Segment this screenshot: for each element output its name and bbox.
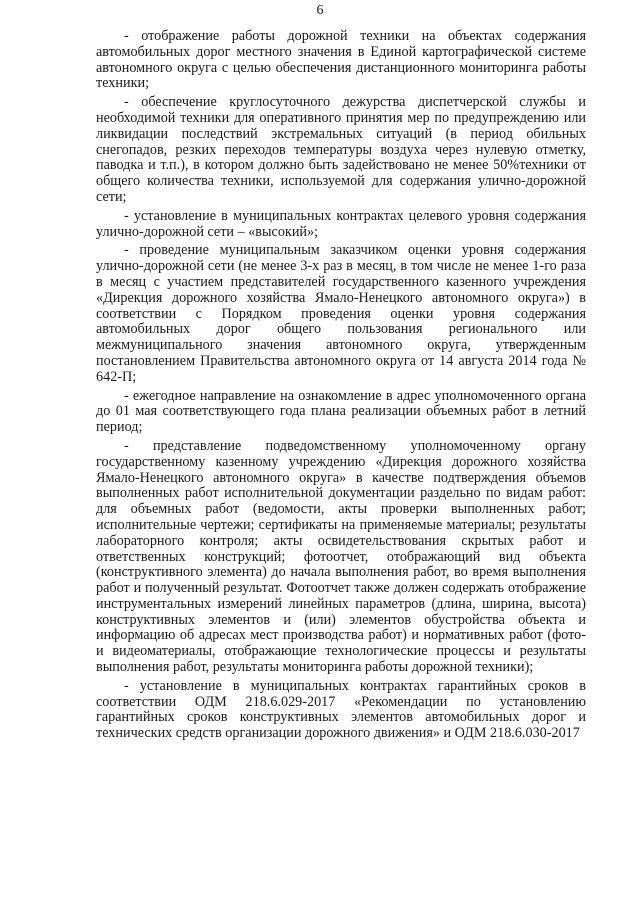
paragraph: - ежегодное направление на ознакомление в адрес уполномоченного органа до 01 мая соответствующего года плана реализации объемных работ в летний период; — [96, 387, 586, 436]
paragraph: - проведение муниципальным заказчиком оценки уровня содержания улично-дорожной сети (не менее 3-х раз в месяц, в том числе не менее 1-го раза в месяц с участием представителей государственного казенного учреждения «Дирекция дорожного хозяйства Ямало-Ненецкого автономного округа») в соответствии с Порядком проведения оценки уровня содержания автомобильных дорог общего пользования регионального или межмуниципального значения автономного округа, утвержденным постановлением Правительства автономного округа от 14 августа 2014 года № 642-П; — [96, 242, 586, 385]
paragraph: - установление в муниципальных контрактах гарантийных сроков в соответствии ОДМ 218.6.029-2017 «Рекомендации по установлению гарантийных сроков конструктивных элементов автомобильных дорог и технических средств организации дорожного движения» и ОДМ 218.6.030-2017 — [96, 677, 586, 742]
page-number: 6 — [316, 3, 324, 18]
paragraph: - представление подведомственному уполномоченному органу государственному казенному учреждению «Дирекция дорожного хозяйства Ямало-Ненецкого автономного округа» в качестве подтверждения объемов выполненных работ исполнительной документации раздельно по видам работ: для объемных работ (ведомости, акты проверки выполненных работ; исполнительные чертежи; сертификаты на применяемые материалы; результаты лабораторного контроля; акты освидетельствования скрытых работ и ответственных конструкций; фотоотчет, отображающий вид объекта (конструктивного элемента) до начала выполнения работ, во время выполнения работ и полученный результат. Фотоотчет также должен содержать отображение инструментальных измерений линейных параметров (длина, ширина, высота) конструктивных элементов и (или) элементов обустройства объекта и информацию об адресах мест производства работ) и нормативных работ (фото- и видеоматериалы, отображающие технологические процессы и результаты выполнения работ, результаты мониторинга работы дорожной техники); — [96, 437, 586, 676]
paragraph: - отображение работы дорожной техники на объектах содержания автомобильных дорог местного значения в Единой картографической системе автономного округа с целью обеспечения дистанционного мониторинга работы техники; — [96, 28, 586, 92]
paragraph: - обеспечение круглосуточного дежурства диспетчерской службы и необходимой техники для оперативного принятия мер по предупреждению или ликвидации последствий экстремальных ситуаций (в период обильных снегопадов, резких переходов температуры воздуха через нулевую отметку, паводка и т.п.), в котором должно быть задействовано не менее 50%техники от общего количества техники, используемой для содержания улично-дорожной сети; — [96, 94, 586, 205]
document-body — [96, 29, 586, 745]
paragraph: - установление в муниципальных контрактах целевого уровня содержания улично-дорожной сети – «высокий»; — [96, 207, 586, 240]
